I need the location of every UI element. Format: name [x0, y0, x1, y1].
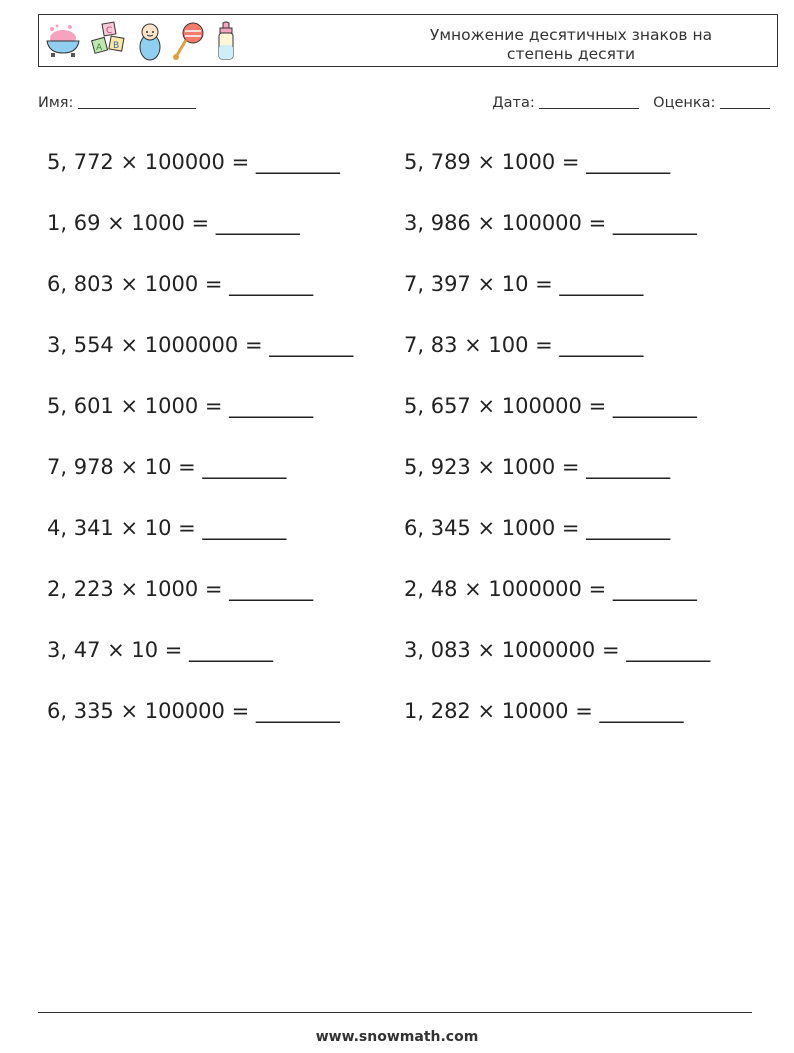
- problem-left-10: 6, 335 × 100000 = ________: [47, 699, 340, 723]
- title-line-2: степень десяти: [506, 45, 636, 63]
- header-icons: [43, 19, 239, 63]
- problem-left-5: 5, 601 × 1000 = ________: [47, 394, 314, 418]
- problem-right-5: 5, 657 × 100000 = ________: [404, 394, 697, 418]
- problem-right-7: 6, 345 × 1000 = ________: [404, 516, 671, 540]
- svg-text:A: A: [96, 43, 103, 53]
- problem-left-8: 2, 223 × 1000 = ________: [47, 577, 314, 601]
- date-score-fields: [492, 94, 770, 111]
- problem-left-3: 6, 803 × 1000 = ________: [47, 272, 314, 296]
- worksheet-header: [38, 14, 778, 67]
- problem-right-8: 2, 48 × 1000000 = ________: [404, 577, 697, 601]
- svg-text:C: C: [106, 26, 113, 36]
- baby-bath-icon: [43, 21, 83, 61]
- footer-divider: [38, 1012, 752, 1013]
- problem-right-3: 7, 397 × 10 = ________: [404, 272, 644, 296]
- problem-right-2: 3, 986 × 100000 = ________: [404, 211, 697, 235]
- swaddled-baby-icon: [135, 21, 165, 61]
- problem-right-1: 5, 789 × 1000 = ________: [404, 150, 671, 174]
- baby-bottle-icon: [213, 21, 239, 61]
- footer-url: www.snowmath.com: [315, 1029, 479, 1045]
- problem-right-9: 3, 083 × 1000000 = ________: [404, 638, 711, 662]
- name-field: [38, 94, 196, 111]
- problem-left-9: 3, 47 × 10 = ________: [47, 638, 274, 662]
- abc-blocks-icon: [89, 21, 129, 61]
- problem-left-4: 3, 554 × 1000000 = ________: [47, 333, 354, 357]
- problem-left-6: 7, 978 × 10 = ________: [47, 455, 287, 479]
- rattle-icon: [171, 21, 207, 61]
- problem-right-4: 7, 83 × 100 = ________: [404, 333, 644, 357]
- worksheet-title: [411, 26, 731, 64]
- problem-right-10: 1, 282 × 10000 = ________: [404, 699, 684, 723]
- score-blank[interactable]: [720, 94, 770, 109]
- date-blank[interactable]: [539, 94, 639, 109]
- name-label: Имя:: [38, 95, 74, 111]
- problem-left-1: 5, 772 × 100000 = ________: [47, 150, 340, 174]
- title-line-1: Умножение десятичных знаков на: [429, 26, 713, 44]
- name-blank[interactable]: [78, 94, 196, 109]
- svg-text:B: B: [113, 41, 120, 51]
- problem-left-7: 4, 341 × 10 = ________: [47, 516, 287, 540]
- problem-left-2: 1, 69 × 1000 = ________: [47, 211, 300, 235]
- score-label: Оценка:: [653, 95, 716, 111]
- date-label: Дата:: [492, 95, 535, 111]
- problem-right-6: 5, 923 × 1000 = ________: [404, 455, 671, 479]
